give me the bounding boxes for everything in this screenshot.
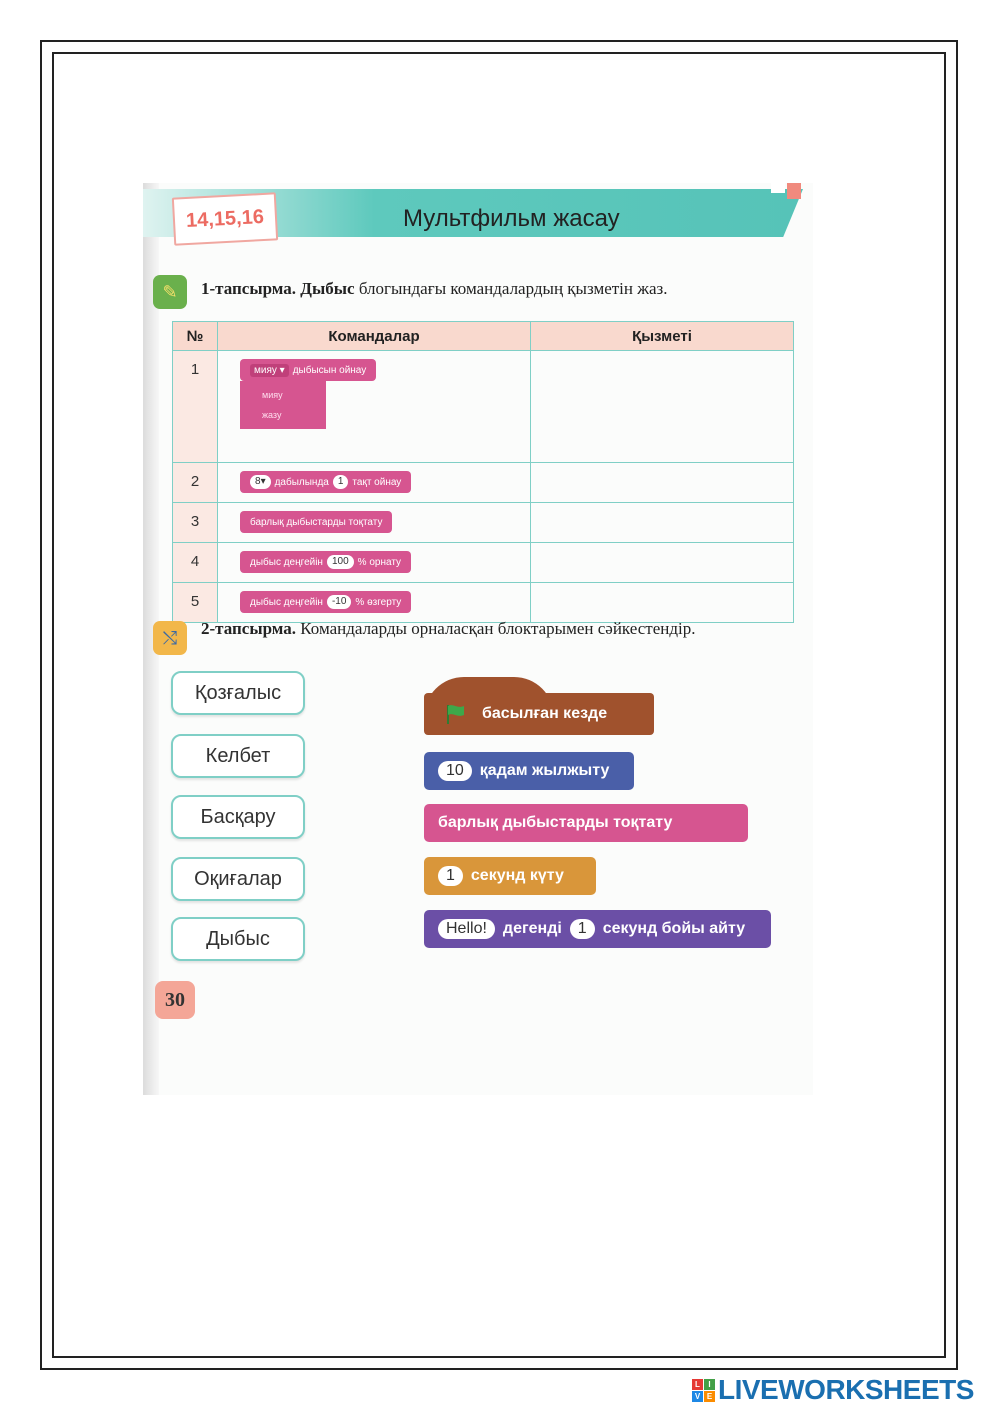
move-steps-block[interactable] (424, 752, 634, 790)
table-row (173, 503, 794, 543)
row-number: 5 (173, 583, 218, 623)
category-control[interactable]: Басқару (171, 795, 305, 839)
lesson-number-badge: 14,15,16 (172, 192, 278, 245)
event-block-text: басылған кезде (482, 705, 608, 722)
drum-dropdown: 8▾ (250, 475, 271, 489)
row-number: 1 (173, 351, 218, 463)
task2-rest: Командаларды орналасқан блоктарымен сәйкестендір. (300, 619, 696, 638)
header-function: Қызметі (531, 322, 794, 351)
row-number: 4 (173, 543, 218, 583)
play-drum-block: 8▾ дабылында 1 тақт ойнау (240, 471, 411, 493)
answer-cell[interactable] (531, 543, 794, 583)
header-number: № (173, 322, 218, 351)
table-row (173, 351, 794, 463)
task1-rest: блогындағы командалардың қызметін жаз. (358, 279, 668, 298)
table-header-row (173, 322, 794, 351)
change-volume-block: дыбыс деңгейін -10 % өзгерту (240, 591, 411, 613)
control-block-text: секунд күту (470, 867, 564, 884)
stop-all-sounds-scratch-block[interactable] (424, 804, 748, 842)
volume-value: 100 (327, 555, 354, 569)
wait-seconds-block[interactable] (424, 857, 596, 895)
corner-decoration-icon (765, 183, 805, 209)
answer-cell[interactable] (531, 351, 794, 463)
task1-bold-word: Дыбыс (300, 279, 355, 298)
row-number: 3 (173, 503, 218, 543)
when-flag-clicked-block[interactable] (424, 677, 654, 737)
category-events[interactable]: Оқиғалар (171, 857, 305, 901)
menu-item: жазу (262, 410, 282, 420)
say-seconds-value: 1 (570, 919, 595, 939)
table-row (173, 543, 794, 583)
looks-block-text-2: секунд бойы айту (602, 920, 746, 937)
matching-icon: ⤭ (153, 621, 187, 655)
pencil-icon: ✎ (153, 275, 187, 309)
command-cell (218, 583, 531, 623)
category-motion[interactable]: Қозғалыс (171, 671, 305, 715)
textbook-page (143, 183, 813, 1095)
volume-change-value: -10 (327, 595, 351, 609)
sound-dropdown-menu (240, 381, 326, 429)
beats-value: 1 (333, 475, 349, 489)
table-row (173, 463, 794, 503)
stop-all-sounds-block: барлық дыбыстарды тоқтату (240, 511, 392, 533)
lesson-title: Мультфильм жасау (403, 205, 620, 232)
menu-item: мияу (262, 390, 283, 400)
answer-cell[interactable] (531, 463, 794, 503)
answer-cell[interactable] (531, 583, 794, 623)
looks-block-text-1: дегенді (502, 920, 562, 937)
table-row (173, 583, 794, 623)
command-cell (218, 543, 531, 583)
task1-instruction (201, 279, 668, 299)
page-number: 30 (155, 981, 195, 1019)
command-cell (218, 351, 531, 463)
commands-table (172, 321, 794, 623)
task1-label: 1-тапсырма. (201, 279, 297, 298)
header-commands: Командалар (218, 322, 531, 351)
row-number: 2 (173, 463, 218, 503)
answer-cell[interactable] (531, 503, 794, 543)
steps-value: 10 (438, 761, 472, 781)
play-sound-block: мияу ▾ дыбысын ойнау (240, 359, 376, 381)
command-cell (218, 463, 531, 503)
task2-label: 2-тапсырма. (201, 619, 297, 638)
green-flag-icon (444, 702, 468, 726)
set-volume-block: дыбыс деңгейін 100 % орнату (240, 551, 411, 573)
category-looks[interactable]: Келбет (171, 734, 305, 778)
sound-block-text: барлық дыбыстарды тоқтату (438, 814, 673, 831)
category-sound[interactable]: Дыбыс (171, 917, 305, 961)
say-text-value: Hello! (438, 919, 495, 939)
liveworksheets-logo (692, 1374, 974, 1406)
motion-block-text: қадам жылжыту (479, 762, 610, 779)
sound-dropdown: мияу ▾ (250, 364, 289, 377)
say-for-seconds-block[interactable] (424, 910, 771, 948)
brand-word: LIVEWORKSHEETS (718, 1374, 974, 1405)
hat-body (424, 693, 654, 735)
task2-instruction (201, 618, 801, 640)
command-cell (218, 503, 531, 543)
lesson-header (143, 183, 813, 241)
wait-value: 1 (438, 866, 463, 886)
logo-squares-icon: L I V E (692, 1379, 715, 1402)
